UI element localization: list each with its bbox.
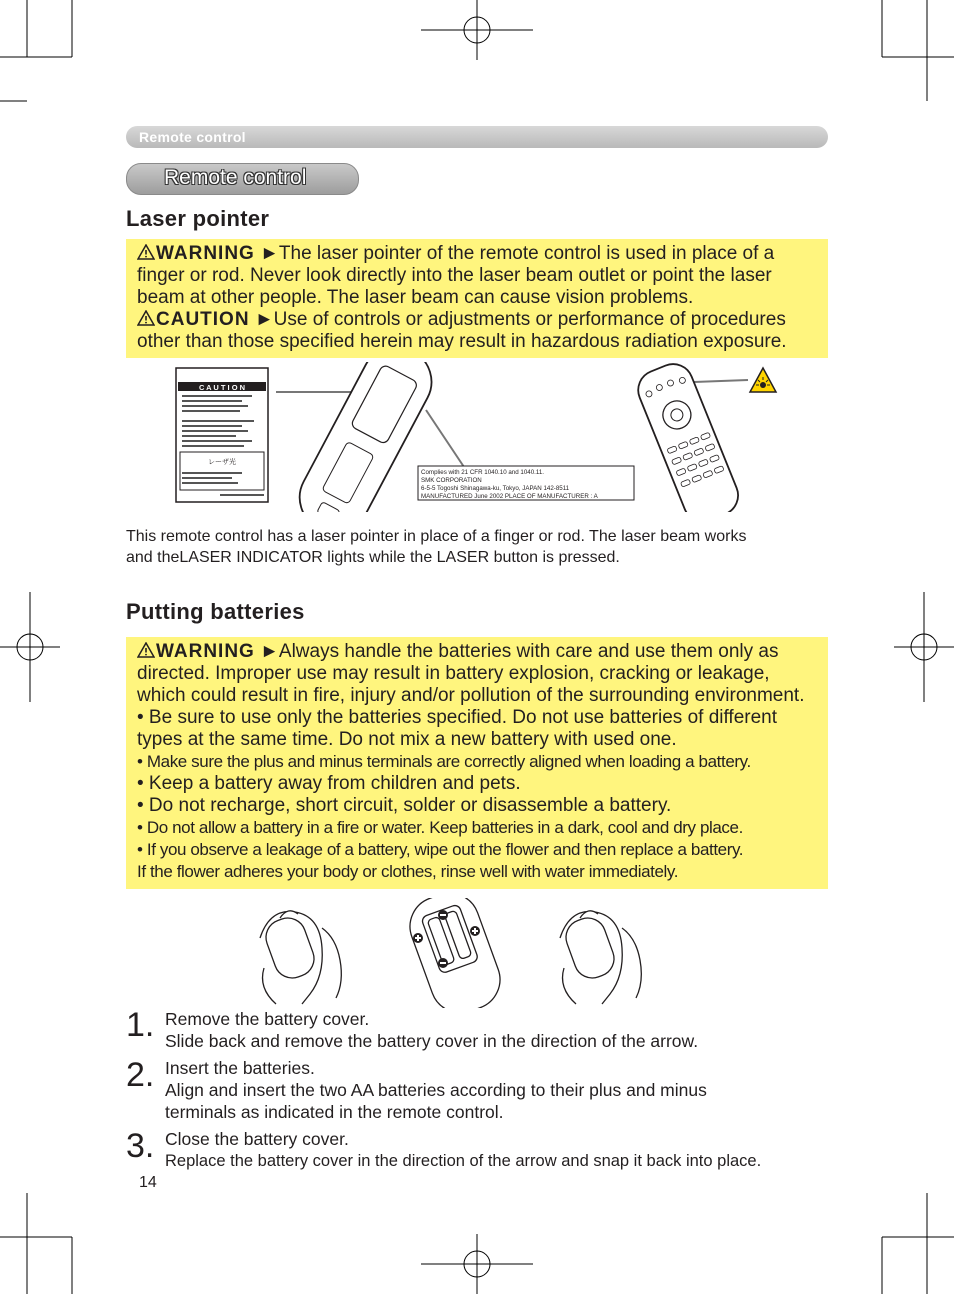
battery-warning-box <box>126 637 828 889</box>
battery-warning-line: which could result in fire, injury and/or pollution of the surrounding environment. <box>137 685 805 706</box>
section-header-label: Remote control <box>139 129 246 145</box>
section-header-bar <box>126 126 828 148</box>
warning-text: finger or rod. Never look directly into the laser beam outlet or point the laser <box>137 265 772 286</box>
laser-hazard-icon <box>750 368 776 392</box>
battery-warning-line: ►Always handle the batteries with care and use them only as <box>254 641 779 662</box>
battery-warning-line: • Do not allow a battery in a fire or water. Keep batteries in a dark, cool and dry place. <box>137 818 743 837</box>
step-title: Remove the battery cover. <box>165 1009 370 1029</box>
svg-text:Complies with 21 CFR 1040.10 a: Complies with 21 CFR 1040.10 and 1040.11. <box>421 469 545 476</box>
step-detail: Replace the battery cover in the direction of the arrow and snap it back into place. <box>165 1152 762 1170</box>
warning-label: WARNING <box>156 243 255 264</box>
battery-steps-figure <box>240 898 670 1008</box>
svg-text:MANUFACTURED June 2002 PLACE: MANUFACTURED June 2002 PLACE OF MANUFACTURER : A <box>421 493 598 500</box>
battery-warning-line: directed. Improper use may result in battery explosion, cracking or leakage, <box>137 663 770 684</box>
laser-description: This remote control has a laser pointer in place of a finger or rod. The laser beam works <box>126 528 747 545</box>
step-number: 1. <box>126 1006 155 1044</box>
title-pill <box>126 163 359 195</box>
hand-remove-cover-illustration <box>260 911 341 1004</box>
step-number: 2. <box>126 1056 155 1094</box>
step-detail: Slide back and remove the battery cover in the direction of the arrow. <box>165 1031 699 1051</box>
title-pill-label: Remote control <box>164 166 307 189</box>
svg-text:6-5-5 Togoshi Shinagawa-ku, To: 6-5-5 Togoshi Shinagawa-ku, Tokyo, JAPAN 142-8511 <box>421 485 570 492</box>
warning-text: beam at other people. The laser beam can cause vision problems. <box>137 287 694 308</box>
hand-close-cover-illustration <box>560 911 641 1004</box>
caution-text: ►Use of controls or adjustments or performance of procedures <box>249 309 786 330</box>
warning-label: WARNING <box>156 641 255 662</box>
step-title: Close the battery cover. <box>165 1129 349 1149</box>
remote-front-view <box>632 362 744 512</box>
warning-text: ►The laser pointer of the remote control is used in place of a <box>254 243 775 264</box>
step-detail: terminals as indicated in the remote control. <box>165 1102 504 1122</box>
battery-warning-line: • Make sure the plus and minus terminals are correctly aligned when loading a battery. <box>137 752 751 771</box>
battery-warning-line: • Keep a battery away from children and pets. <box>137 773 521 794</box>
caution-text: other than those specified herein may result in hazardous radiation exposure. <box>137 331 787 352</box>
battery-warning-line: • Do not recharge, short circuit, solder or disassemble a battery. <box>137 795 672 816</box>
warning-triangle-icon <box>137 244 155 260</box>
battery-warning-line: types at the same time. Do not mix a new battery with used one. <box>137 729 677 750</box>
remote-battery-compartment-illustration <box>402 898 509 1008</box>
caution-label: CAUTION <box>156 309 250 330</box>
caution-sticker-title: C A U T I O N <box>198 383 246 392</box>
step-title: Insert the batteries. <box>165 1058 315 1078</box>
japanese-laser-text: レーザ光 <box>208 458 236 466</box>
warning-triangle-icon <box>137 310 155 326</box>
step-number: 3. <box>126 1127 155 1165</box>
step-detail: Align and insert the two AA batteries according to their plus and minus <box>165 1080 707 1100</box>
page-number: 14 <box>139 1174 157 1191</box>
laser-remote-figure <box>170 362 780 512</box>
battery-warning-line: If the flower adheres your body or clothes, rinse well with water immediately. <box>137 862 679 881</box>
laser-description: and theLASER INDICATOR lights while the LASER button is pressed. <box>126 549 620 566</box>
battery-warning-line: • Be sure to use only the batteries specified. Do not use batteries of different <box>137 707 778 728</box>
laser-warning-box <box>126 239 828 358</box>
laser-pointer-heading: Laser pointer <box>126 206 270 231</box>
battery-warning-line: • If you observe a leakage of a battery, wipe out the flower and then replace a battery. <box>137 840 744 859</box>
warning-triangle-icon <box>137 642 155 658</box>
putting-batteries-heading: Putting batteries <box>126 599 305 624</box>
svg-text:SMK CORPORATION: SMK CORPORATION <box>421 477 482 484</box>
